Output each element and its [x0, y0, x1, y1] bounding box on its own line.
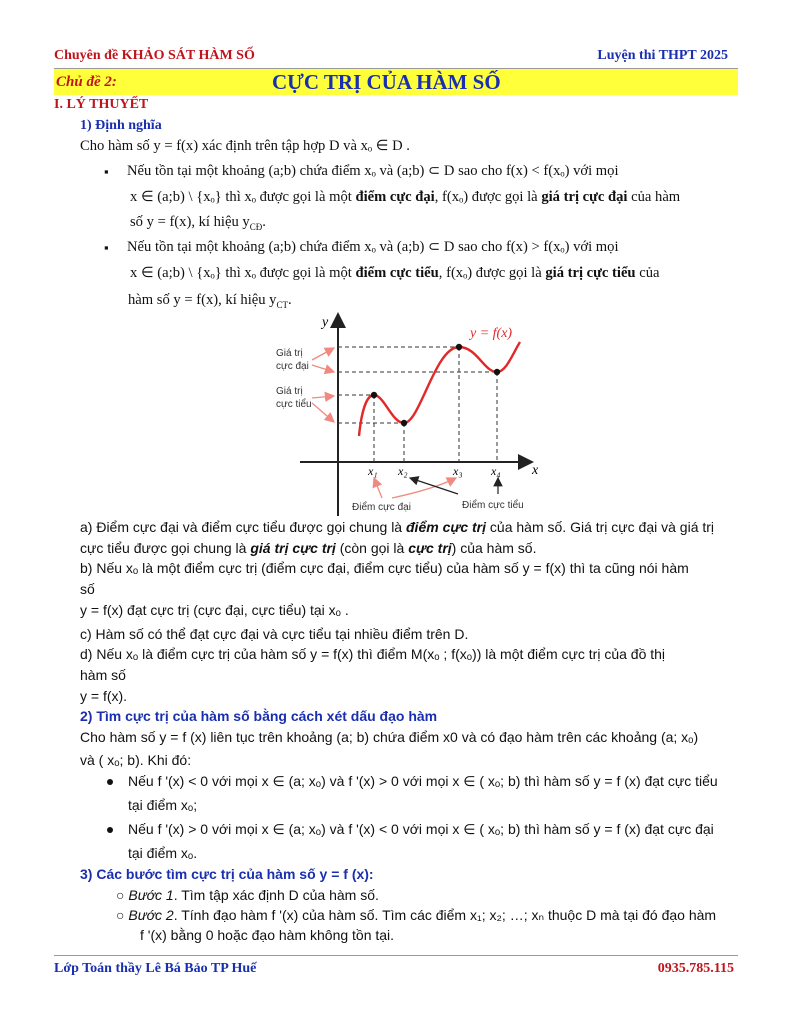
- section-theory: I. LÝ THUYẾT: [54, 97, 149, 112]
- footer-rule: [54, 955, 738, 956]
- note-d-line1: d) Nếu xₒ là điểm cực trị của hàm số y = f(x) thì điểm M(xₒ ; f(xₒ)) là một điểm cực trị của đồ thị: [80, 646, 666, 662]
- s2-max-line2: tại điểm xₒ.: [128, 845, 198, 861]
- tick-x2: x₂: [398, 464, 408, 478]
- label-min-value-2: cực tiểu: [276, 399, 312, 410]
- header-right: Luyện thi THPT 2025: [597, 48, 728, 63]
- def-max-line3: số y = f(x), kí hiệu $y_{CĐ}$.: [130, 214, 266, 232]
- def-intro: Cho hàm số y = f(x) xác định trên tập hợp D và xₒ ∈ D .: [80, 138, 410, 154]
- footer-left: Lớp Toán thầy Lê Bá Bảo TP Huế: [54, 961, 257, 976]
- s2-max-line1: Nếu f '(x) > 0 với mọi x ∈ (a; xₒ) và f '(x) < 0 với mọi x ∈ ( xₒ; b) thì hàm số y = f (x) đạt cực đại: [128, 821, 714, 837]
- header-left: Chuyên đề KHẢO SÁT HÀM SỐ: [54, 48, 255, 63]
- def-max-line1: Nếu tồn tại một khoảng (a;b) chứa điểm xₒ và (a;b) ⊂ D sao cho f(x) < f(xₒ) với mọi: [127, 163, 619, 179]
- note-b-line3: y = f(x) đạt cực trị (cực đại, cực tiểu) tại xₒ .: [80, 602, 349, 618]
- bullet-dot: [107, 779, 113, 785]
- s2-intro-line1: Cho hàm số y = f (x) liên tục trên khoảng (a; b) chứa điểm x0 và có đạo hàm trên các khoảng (a; xₒ): [80, 729, 699, 745]
- label-min-points: Điểm cực tiểu: [462, 500, 524, 511]
- def-min-line2: x ∈ (a;b) \ {xₒ} thì xₒ được gọi là một điểm cực tiểu, f(xₒ) được gọi là giá trị cực tiểu của: [130, 265, 660, 281]
- curve-label: y = f(x): [470, 326, 513, 341]
- note-b-line1: b) Nếu xₒ là một điểm cực trị (điểm cực đại, điểm cực tiểu) của hàm số y = f(x) thì ta cũng nói hàm: [80, 560, 689, 576]
- s2-min-line1: Nếu f '(x) < 0 với mọi x ∈ (a; xₒ) và f '(x) > 0 với mọi x ∈ ( xₒ; b) thì hàm số y = f (x) đạt cực tiểu: [128, 773, 718, 789]
- bullet-dot: [107, 827, 113, 833]
- subsection-derivative-sign: 2) Tìm cực trị của hàm số bằng cách xét dấu đạo hàm: [80, 708, 438, 724]
- y-axis-label: y: [322, 315, 329, 330]
- note-c: c) Hàm số có thể đạt cực đại và cực tiểu tại nhiều điểm trên D.: [80, 626, 469, 642]
- step-2-line1: ○ Bước 2. Tính đạo hàm f '(x) của hàm số. Tìm các điểm x₁; x₂; …; xₙ thuộc D mà tại đó đạo hàm: [116, 907, 717, 923]
- note-d-line2: hàm số: [80, 667, 126, 683]
- s2-min-line2: tại điểm xₒ;: [128, 797, 198, 813]
- label-max-value-2: cực đại: [276, 361, 309, 372]
- subsection-steps: 3) Các bước tìm cực trị của hàm số y = f (x):: [80, 866, 374, 882]
- tick-x1: x₁: [368, 464, 378, 478]
- guide-lines: [338, 347, 497, 462]
- note-d-line3: y = f(x).: [80, 688, 128, 704]
- label-max-value-1: Giá trị: [276, 348, 303, 359]
- tick-x3: x₃: [453, 464, 463, 478]
- topic-label: Chủ đề 2:: [56, 74, 117, 90]
- s2-intro-line2: và ( xₒ; b). Khi đó:: [80, 752, 192, 768]
- tick-x4: x₄: [491, 464, 501, 478]
- bullet-marker: ▪: [104, 240, 109, 255]
- step-1: ○ Bước 1. Tìm tập xác định D của hàm số.: [116, 887, 379, 903]
- subsection-definition: 1) Định nghĩa: [80, 118, 162, 133]
- note-a-line2: cực tiểu được gọi chung là giá trị cực trị (còn gọi là cực trị) của hàm số.: [80, 540, 537, 556]
- bullet-marker: ▪: [104, 164, 109, 179]
- label-max-points: Điểm cực đại: [352, 502, 411, 513]
- function-curve: [359, 342, 520, 436]
- extremum-figure: [270, 310, 560, 518]
- x-axis-label: x: [532, 463, 539, 478]
- def-min-line3: hàm số y = f(x), kí hiệu $y_{CT}$.: [128, 292, 292, 310]
- def-max-line2: x ∈ (a;b) \ {xₒ} thì xₒ được gọi là một điểm cực đại, f(xₒ) được gọi là giá trị cực đại của hàm: [130, 189, 681, 205]
- note-b-line2: số: [80, 581, 95, 597]
- topic-title: CỰC TRỊ CỦA HÀM SỐ: [272, 70, 501, 94]
- label-min-value-1: Giá trị: [276, 386, 303, 397]
- note-a-line1: a) Điểm cực đại và điểm cực tiểu được gọi chung là điểm cực trị của hàm số. Giá trị cực đại và giá trị: [80, 519, 715, 535]
- step-2-line2: f '(x) bằng 0 hoặc đạo hàm không tồn tại.: [140, 927, 395, 943]
- footer-right: 0935.785.115: [657, 961, 734, 976]
- def-min-line1: Nếu tồn tại một khoảng (a;b) chứa điểm xₒ và (a;b) ⊂ D sao cho f(x) > f(xₒ) với mọi: [127, 239, 619, 255]
